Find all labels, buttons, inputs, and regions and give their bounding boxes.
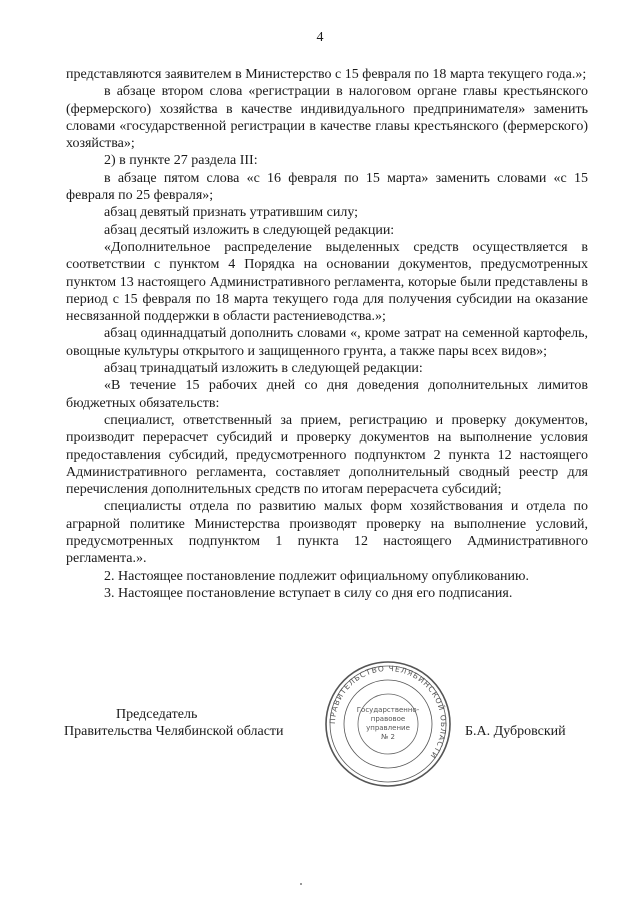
paragraph: в абзаце втором слова «регистрации в налоговом органе главы крестьянского (фермерского) хозяйства в качестве индивидуального предпринимателя» заменить словами «государственной регистрации в качестве главы крестьянского (фермерского) хозяйства»;: [66, 84, 588, 152]
paragraph: специалисты отдела по развитию малых форм хозяйствования и отдела по аграрной политике Министерства производят проверку на выполнение условий, предусмотренных подпунктом 1 пункта 12 настоящего Административного регламента.».: [66, 499, 588, 567]
seal-inner-line: № 2: [381, 733, 395, 741]
signatory-name: Б.А. Дубровский: [465, 724, 566, 739]
signatory-title: Председатель: [116, 707, 198, 722]
paragraph: абзац девятый признать утратившим силу;: [104, 205, 359, 221]
seal-inner-line: Государственно-: [356, 706, 420, 714]
scan-speck: [300, 883, 302, 885]
paragraph: 2) в пункте 27 раздела III:: [104, 153, 258, 169]
paragraph: в абзаце пятом слова «с 16 февраля по 15 марта» заменить словами «с 15 февраля по 25 февраля»;: [66, 170, 588, 204]
signature-block: [64, 706, 350, 741]
paragraph: 2. Настоящее постановление подлежит официальному опубликованию.: [104, 568, 529, 584]
document-body: [66, 66, 588, 602]
seal-inner-line: правовое: [370, 715, 406, 723]
page-number: 4: [316, 30, 324, 45]
paragraph: абзац одиннадцатый дополнить словами «, кроме затрат на семенной картофель, овощные культуры открытого и защищенного грунта, а также пары всех видов»;: [66, 326, 588, 359]
signatory-organization: Правительства Челябинской области: [64, 724, 284, 740]
paragraph: специалист, ответственный за прием, регистрацию и проверку документов, производит перерасчет субсидий и проверку документов на выполнение условия предоставления субсидий, предусмотренного подпунктом 2 пункта 12 настоящего Административного регламента, составляет дополнительный сводный реестр для перечисления дополнительных средств по итогам перерасчета субсидий;: [66, 412, 588, 498]
paragraph: абзац тринадцатый изложить в следующей редакции:: [104, 361, 423, 377]
seal-outer-text: ПРАВИТЕЛЬСТВО ЧЕЛЯБИНСКОЙ ОБЛАСТИ: [327, 663, 449, 761]
paragraph: «В течение 15 рабочих дней со дня доведения дополнительных лимитов бюджетных обязательств:: [66, 378, 588, 411]
seal-inner-line: управление: [366, 724, 410, 732]
paragraph: абзац десятый изложить в следующей редакции:: [104, 222, 395, 238]
paragraph: «Дополнительное распределение выделенных средств осуществляется в соответствии с пунктом 4 Порядка на основании документов, предусмотренных пунктом 13 настоящего Административного регламента, которые были представлены в период с 15 февраля по 18 марта текущего года для получения субсидии на оказание несвязанной поддержки в области растениеводства.»;: [66, 239, 588, 325]
paragraph: 3. Настоящее постановление вступает в силу со дня его подписания.: [104, 585, 513, 601]
official-seal-stamp: [318, 660, 458, 788]
paragraph: представляются заявителем в Министерство с 15 февраля по 18 марта текущего года.»;: [66, 67, 587, 82]
